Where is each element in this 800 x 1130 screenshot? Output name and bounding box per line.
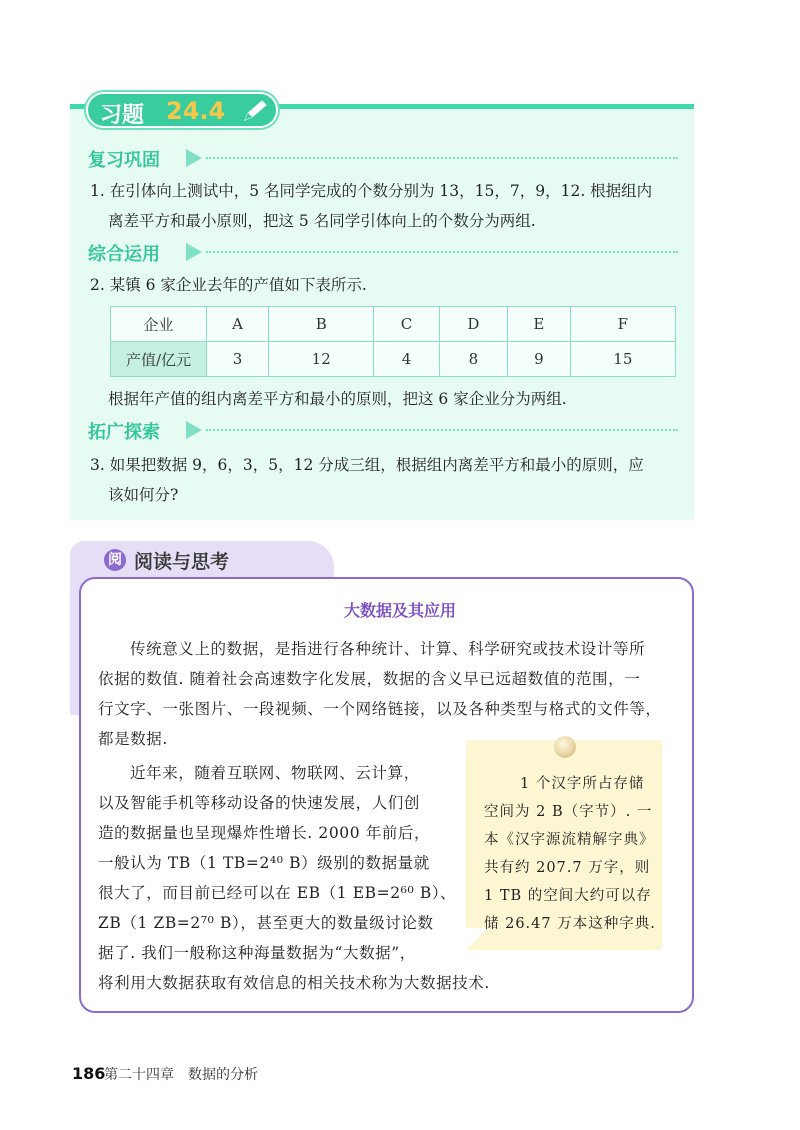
- section-review-title: 复习巩固: [88, 150, 160, 171]
- reading-p1-line: 依据的数值. 随着社会高速数字化发展，数据的含义早已远超数值的范围，一: [98, 670, 641, 688]
- section-extend-title: 拓广探索: [88, 422, 160, 443]
- table-cell: 8: [439, 342, 507, 377]
- exercise-tab-label: 习题: [100, 103, 145, 128]
- table-header-cell: 产值/亿元: [111, 342, 207, 377]
- question-2-after-table: 根据年产值的组内离差平方和最小的原则，把这 6 家企业分为两组.: [108, 390, 567, 408]
- table-cell: A: [207, 307, 269, 342]
- reading-p1-line: 都是数据.: [98, 730, 168, 748]
- section-apply: [88, 240, 678, 264]
- reading-p2-line: 据了. 我们一般称这种海量数据为“大数据”，: [98, 944, 416, 962]
- reading-heading: 大数据及其应用: [343, 601, 456, 620]
- exercise-tab: [86, 92, 278, 128]
- section-apply-title: 综合运用: [88, 244, 160, 265]
- note-line: 共有约 207.7 万字，则: [484, 860, 651, 876]
- note-line: 1 个汉字所占存储: [520, 776, 645, 792]
- section-arrow-icon: [186, 243, 202, 261]
- reading-p2-line: 造的数据量也呈现爆炸性增长. 2000 年前后，: [98, 824, 431, 842]
- reading-p2-line: 一般认为 TB（1 TB=2⁴⁰ B）级别的数据量就: [98, 854, 430, 872]
- reading-p2-line: 近年来，随着互联网、物联网、云计算，: [130, 764, 420, 782]
- table-cell: 9: [508, 342, 571, 377]
- table-row: [111, 342, 676, 377]
- note-line: 本《汉字源流精解字典》: [484, 832, 655, 848]
- question-2-line-1: 2. 某镇 6 家企业去年的产值如下表所示.: [90, 276, 367, 294]
- output-value-table: [110, 306, 676, 377]
- section-dotted-line: [206, 429, 678, 431]
- table-cell: 3: [207, 342, 269, 377]
- reading-p2-line: 以及智能手机等移动设备的快速发展，人们创: [98, 794, 421, 812]
- table-cell: 15: [570, 342, 675, 377]
- section-arrow-icon: [186, 149, 202, 167]
- reading-p1-line: 传统意义上的数据，是指进行各种统计、计算、科学研究或技术设计等所: [130, 640, 646, 658]
- section-dotted-line: [206, 157, 678, 159]
- question-3-line-2: 该如何分?: [108, 486, 179, 504]
- note-line: 1 TB 的空间大约可以存: [484, 888, 652, 904]
- chapter-title: 第二十四章 数据的分析: [104, 1067, 258, 1083]
- table-cell: 4: [374, 342, 439, 377]
- note-line: 空间为 2 B（字节）. 一: [484, 804, 653, 820]
- pencil-icon: [240, 98, 270, 124]
- section-review: [88, 146, 678, 170]
- table-row: [111, 307, 676, 342]
- reading-icon: 阅: [104, 549, 126, 571]
- table-cell: D: [439, 307, 507, 342]
- section-extend: [88, 418, 678, 442]
- table-cell: E: [508, 307, 571, 342]
- question-3-line-1: 3. 如果把数据 9，6，3，5，12 分成三组，根据组内离差平方和最小的原则，应: [90, 456, 644, 474]
- note-line: 储 26.47 万本这种字典.: [484, 916, 656, 932]
- section-arrow-icon: [186, 421, 202, 439]
- table-header-cell: 企业: [111, 307, 207, 342]
- reading-p2-line: 很大了，而目前已经可以在 EB（1 EB=2⁶⁰ B）、: [98, 884, 457, 902]
- page-number: 186: [72, 1064, 106, 1083]
- reading-p2-line: 将利用大数据获取有效信息的相关技术称为大数据技术.: [98, 974, 490, 992]
- reading-p2-line: ZB（1 ZB=2⁷⁰ B），甚至更大的数量级讨论数: [98, 914, 434, 932]
- pushpin-icon: [554, 736, 576, 758]
- reading-p1-line: 行文字、一张图片、一段视频、一个网络链接，以及各种类型与格式的文件等，: [98, 700, 662, 718]
- exercise-tab-number: 24.4: [166, 97, 226, 125]
- question-1-line-1: 1. 在引体向上测试中，5 名同学完成的个数分别为 13，15，7，9，12. 根据组内: [90, 182, 653, 200]
- question-1-line-2: 离差平方和最小原则，把这 5 名同学引体向上的个数分为两组.: [108, 212, 536, 230]
- table-cell: 12: [269, 342, 374, 377]
- table-cell: B: [269, 307, 374, 342]
- table-cell: C: [374, 307, 439, 342]
- reading-tab-title: 阅读与思考: [134, 551, 230, 573]
- table-cell: F: [570, 307, 675, 342]
- section-dotted-line: [206, 251, 678, 253]
